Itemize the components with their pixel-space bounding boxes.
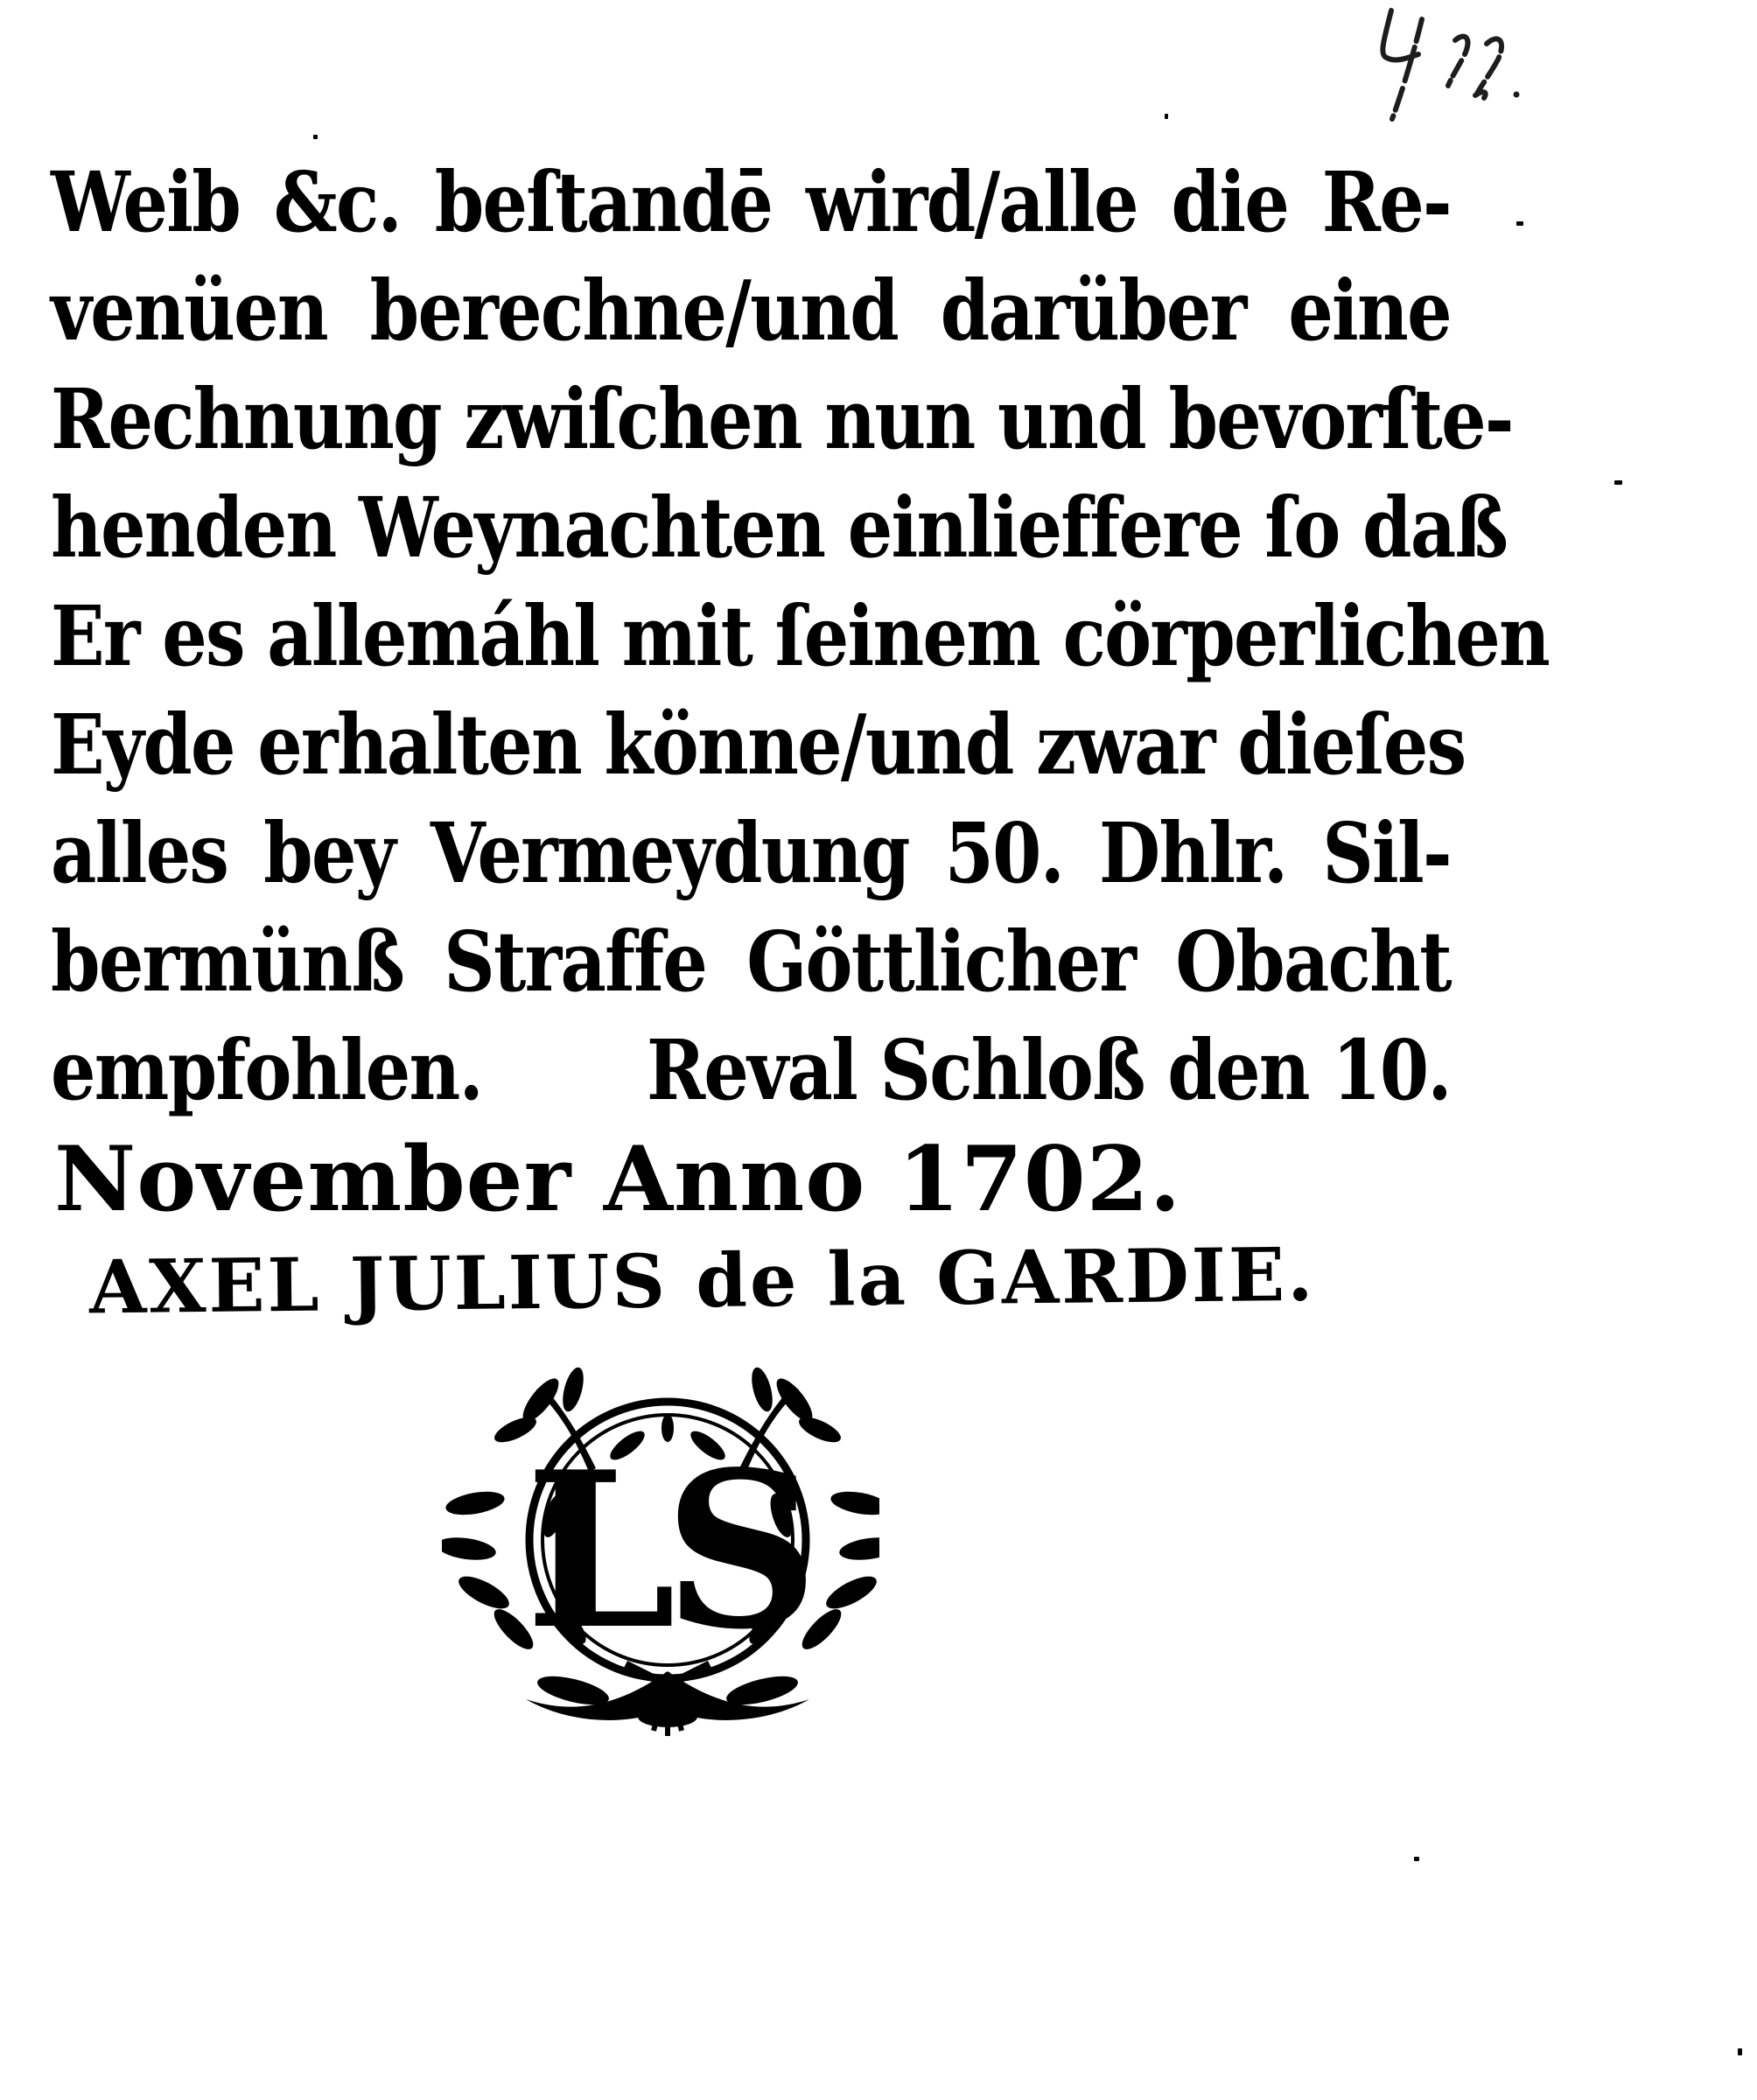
seal-emblem	[442, 1365, 879, 1746]
handwriting-strokes-icon	[1352, 0, 1588, 149]
closing-word: empfohlen.	[51, 1022, 483, 1119]
text-line: Rechnung zwiſchen nun und bevorſte-	[51, 371, 1513, 468]
ink-speck	[1614, 480, 1622, 485]
text-line: Er es allemáhl mit ſeinem cörperlichen	[51, 588, 1550, 685]
ink-speck	[313, 135, 318, 139]
ink-speck	[1165, 114, 1168, 119]
signature-line: AXEL JULIUS de la GARDIE.	[88, 1230, 1316, 1331]
text-line: Eyde erhalten könne/und zwar dieſes	[51, 696, 1466, 794]
date-line: November Anno 1702.	[54, 1127, 1182, 1232]
text-line: alles bey Vermeydung 50. Dhlr. Sil-	[51, 805, 1451, 902]
text-line: venüen berechne/und darüber eine	[51, 262, 1451, 360]
closing-place-date: Reval Schloß den 10.	[646, 1022, 1451, 1119]
text-line: Weib &c. beſtandē wird/alle die Re-	[51, 154, 1451, 251]
text-line: henden Weynachten einlieffere ſo daß	[51, 480, 1508, 577]
text-line-closing	[51, 1017, 1451, 1125]
ink-speck	[1516, 221, 1523, 226]
body-text-block	[51, 149, 1550, 1125]
text-line: bermünß Straffe Göttlicher Obacht	[51, 914, 1451, 1011]
ink-speck	[1738, 2048, 1742, 2055]
handwritten-annotation	[1352, 0, 1588, 149]
seal-monogram: LS	[525, 1424, 807, 1676]
ink-speck	[1414, 1857, 1419, 1861]
